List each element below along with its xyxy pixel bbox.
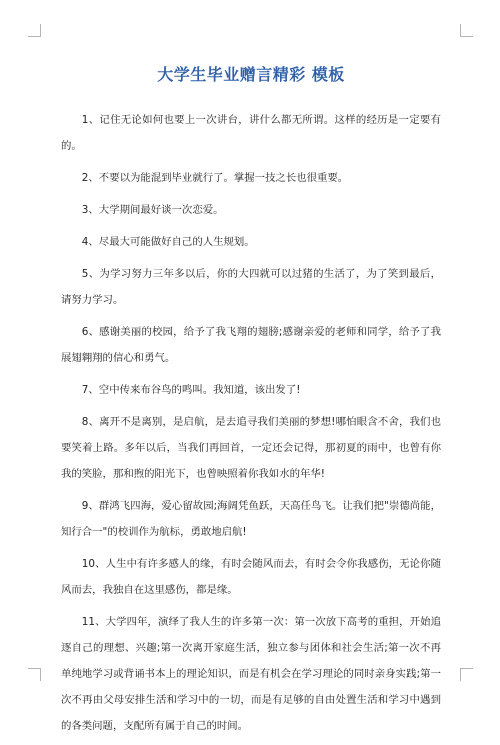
- paragraph: 9、群鸿飞四海，爱心留故园;海阔凭鱼跃，天高任鸟飞。让我们把"崇德尚能，知行合一"的校训作为航标，勇敢地启航!: [61, 500, 441, 538]
- crop-mark-bottom-left: [28, 668, 41, 681]
- crop-mark-top-right: [460, 24, 473, 37]
- paragraph: 10、人生中有许多感人的缘，有时会随风而去，有时会令你我感伤，无论你随风而去，我独自在这里感伤，都是缘。: [61, 558, 441, 596]
- paragraph: 4、尽最大可能做好自己的人生规划。: [81, 236, 255, 248]
- paragraph: 1、记住无论如何也要上一次讲台，讲什么都无所谓。这样的经历是一定要有的。: [61, 114, 441, 152]
- paragraph: 6、感谢美丽的校园，给予了我飞翔的翅膀;感谢亲爱的老师和同学，给予了我展翅翱翔的信心和勇气。: [61, 326, 441, 364]
- paragraph: 7、空中传来布谷鸟的鸣叫。我知道，该出发了!: [81, 384, 301, 396]
- paragraph: 2、不要以为能混到毕业就行了。掌握一技之长也很重要。: [81, 172, 349, 184]
- paragraph: 3、大学期间最好谈一次恋爱。: [81, 204, 224, 216]
- document-title: 大学生毕业赠言精彩 模板: [157, 65, 345, 84]
- document-page: [61, 62, 441, 745]
- crop-mark-top-left: [28, 24, 41, 37]
- paragraph: 5、为学习努力三年多以后，你的大四就可以过猪的生活了，为了笑到最后，请努力学习。: [61, 268, 441, 306]
- paragraph: 8、离开不是离别，是启航，是去追寻我们美丽的梦想!哪怕眼含不舍，我们也要笑着上路。多年以后，当我们再回首，一定还会记得，那初夏的雨中，也曾有你我的笑脸，那和煦的阳光下，也曾映照着你我如水的年华!: [61, 416, 441, 480]
- paragraph: 11、大学四年，演绎了我人生的许多第一次：第一次放下高考的重担，开始追逐自己的理想、兴趣;第一次离开家庭生活，独立参与团体和社会生活;第一次不再单纯地学习或背诵书本上的理论知识，而是有机会在学习理论的同时亲身实践;第一次不再由父母安排生活和学习中的一切，而是有足够的自由处置生活和学习中遇到的各类问题，支配所有属于自己的时间。: [61, 616, 441, 732]
- crop-mark-bottom-right: [460, 668, 473, 681]
